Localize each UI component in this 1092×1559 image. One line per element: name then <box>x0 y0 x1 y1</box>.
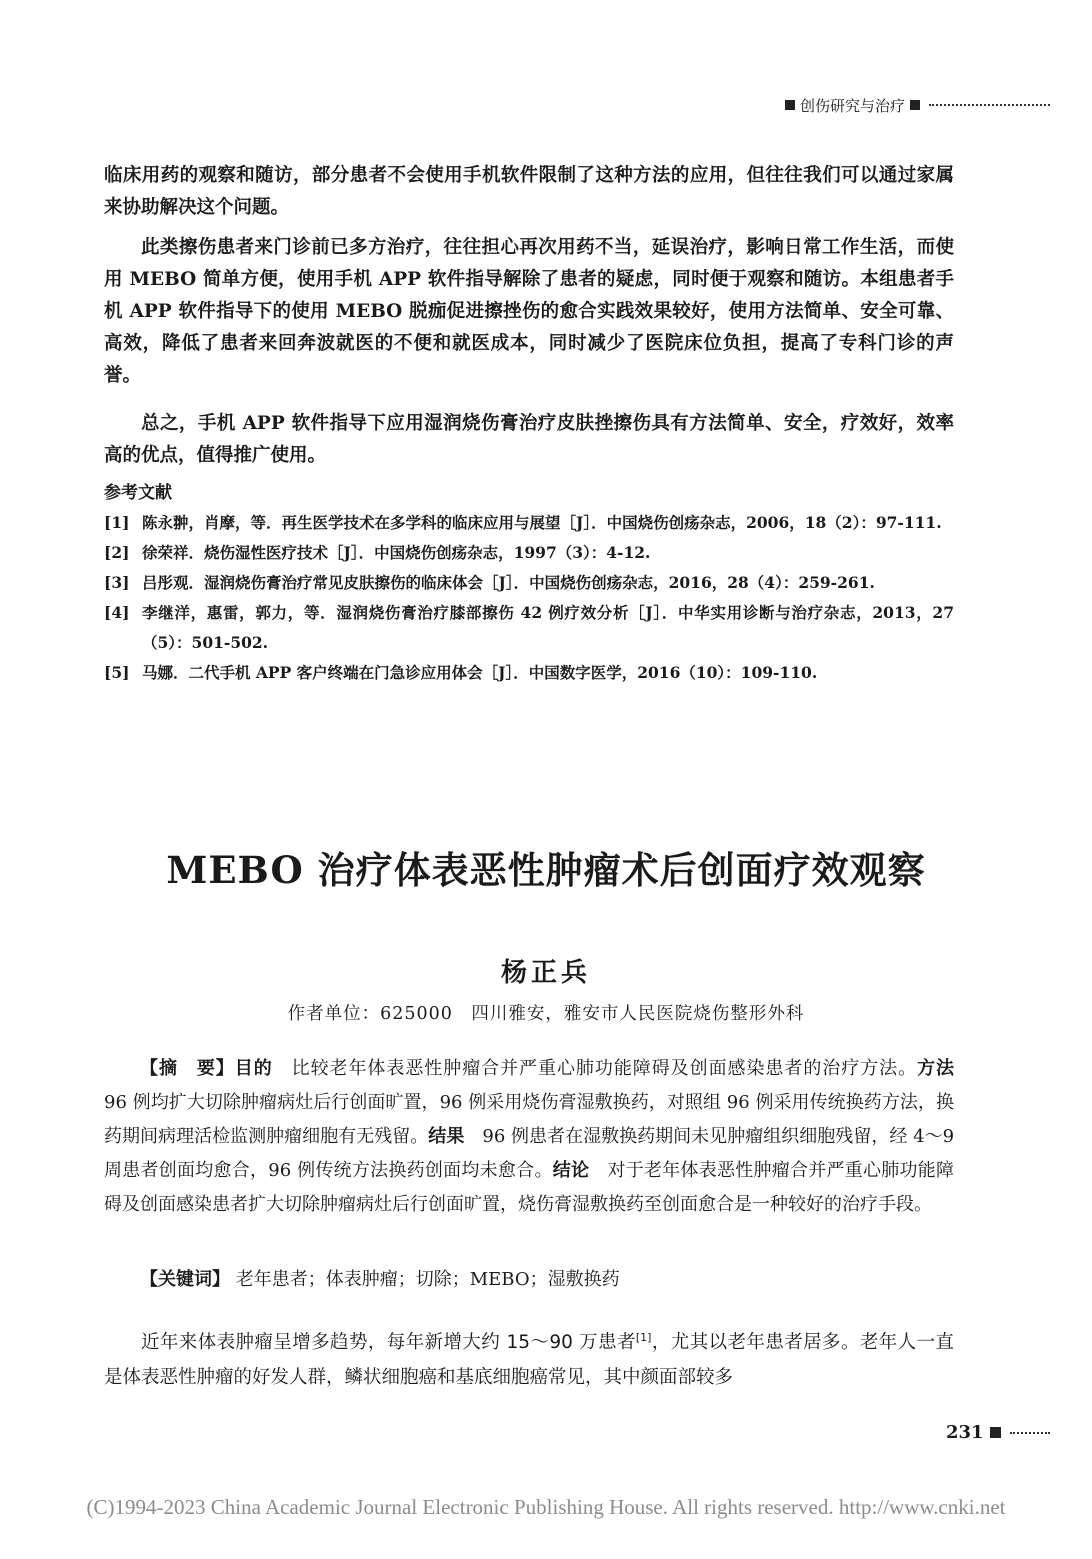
reference-item: [3] 吕彤观．湿润烧伤膏治疗常见皮肤擦伤的临床体会［J］．中国烧伤创疡杂志，2016，28（4）：259-261. <box>104 573 875 592</box>
keywords: 【关键词】 老年患者；体表肿瘤；切除；MEBO；湿敷换药 <box>140 1269 620 1290</box>
citation-marker: [1] <box>635 1331 652 1344</box>
running-header <box>780 93 1050 117</box>
references-list <box>104 508 954 688</box>
dotted-rule <box>929 104 1050 106</box>
paragraph-2: 此类擦伤患者来门诊前已多方治疗，往往担心再次用药不当，延误治疗，影响日常工作生活，而使用 MEBO 简单方便，使用手机 APP 软件指导解除了患者的疑虑，同时便于观察和随访。本组患者手机 APP 软件指导下的使用 MEBO 脱痂促进擦挫伤的愈合实践效果较好，使用方法简单、安全可靠、高效，降低了患者来回奔波就医的不便和就医成本，同时减少了医院床位负担，提高了专科门诊的声誉。 <box>104 237 954 386</box>
reference-item: [5] 马娜．二代手机 APP 客户终端在门急诊应用体会［J］．中国数字医学，2016（10）：109-110. <box>104 663 818 682</box>
intro-paragraph: 近年来体表肿瘤呈增多趋势，每年新增大约 15～90 万患者[1]，尤其以老年患者居多。老年人一直是体表恶性肿瘤的好发人群，鳞状细胞癌和基底细胞癌常见，其中颜面部较多 <box>104 1331 954 1389</box>
dotted-rule <box>1010 1432 1050 1434</box>
section-title: 创伤研究与治疗 <box>800 96 906 115</box>
page-number-footer <box>946 1422 1050 1443</box>
paragraph-3: 总之，手机 APP 软件指导下应用湿润烧伤膏治疗皮肤挫擦伤具有方法简单、安全，疗效好，效率高的优点，值得推广使用。 <box>104 413 954 466</box>
reference-item: [1] 陈永翀，肖摩，等．再生医学技术在多学科的临床应用与展望［J］．中国烧伤创疡杂志，2006，18（2）：97-111. <box>104 513 942 532</box>
reference-item: [2] 徐荣祥．烧伤湿性医疗技术［J］．中国烧伤创疡杂志，1997（3）：4-12. <box>104 543 651 562</box>
abstract: 【摘 要】目的 比较老年体表恶性肿瘤合并严重心肺功能障碍及创面感染患者的治疗方法。方法 96 例均扩大切除肿瘤病灶后行创面旷置，96 例采用烧伤膏湿敷换药，对照组 96 例采用传统换药方法，换药期间病理活检监测肿瘤细胞有无残留。结果 96 例患者在湿敷换药期间未见肿瘤组织细胞残留，经 4～9 周患者创面均愈合，96 例传统方法换药创面均未愈合。结论 对于老年体表恶性肿瘤合并严重心肺功能障碍及创面感染患者扩大切除肿瘤病灶后行创面旷置，烧伤膏湿敷换药至创面愈合是一种较好的治疗手段。 <box>104 1058 955 1215</box>
reference-item: [4] 李继洋，惠雷，郭力，等．湿润烧伤膏治疗膝部擦伤 42 例疗效分析［J］．中华实用诊断与治疗杂志，2013，27（5）：501-502. <box>104 603 954 652</box>
article-author: 杨正兵 <box>500 958 591 988</box>
article-title: MEBO 治疗体表恶性肿瘤术后创面疗效观察 <box>166 848 926 892</box>
carryover-paragraph: 临床用药的观察和随访，部分患者不会使用手机软件限制了这种方法的应用，但往往我们可以通过家属来协助解决这个问题。 <box>104 165 954 218</box>
references-heading: 参考文献 <box>104 483 172 503</box>
square-bullet-icon <box>910 100 920 110</box>
author-affiliation: 作者单位：625000 四川雅安，雅安市人民医院烧伤整形外科 <box>287 1004 805 1024</box>
square-bullet-icon <box>990 1427 1001 1438</box>
page-number: 231 <box>946 1422 984 1443</box>
copyright-notice: (C)1994-2023 China Academic Journal Electronic Publishing House. All rights reserved. http://www.cnki.net <box>86 1495 1006 1519</box>
square-bullet-icon <box>785 100 795 110</box>
